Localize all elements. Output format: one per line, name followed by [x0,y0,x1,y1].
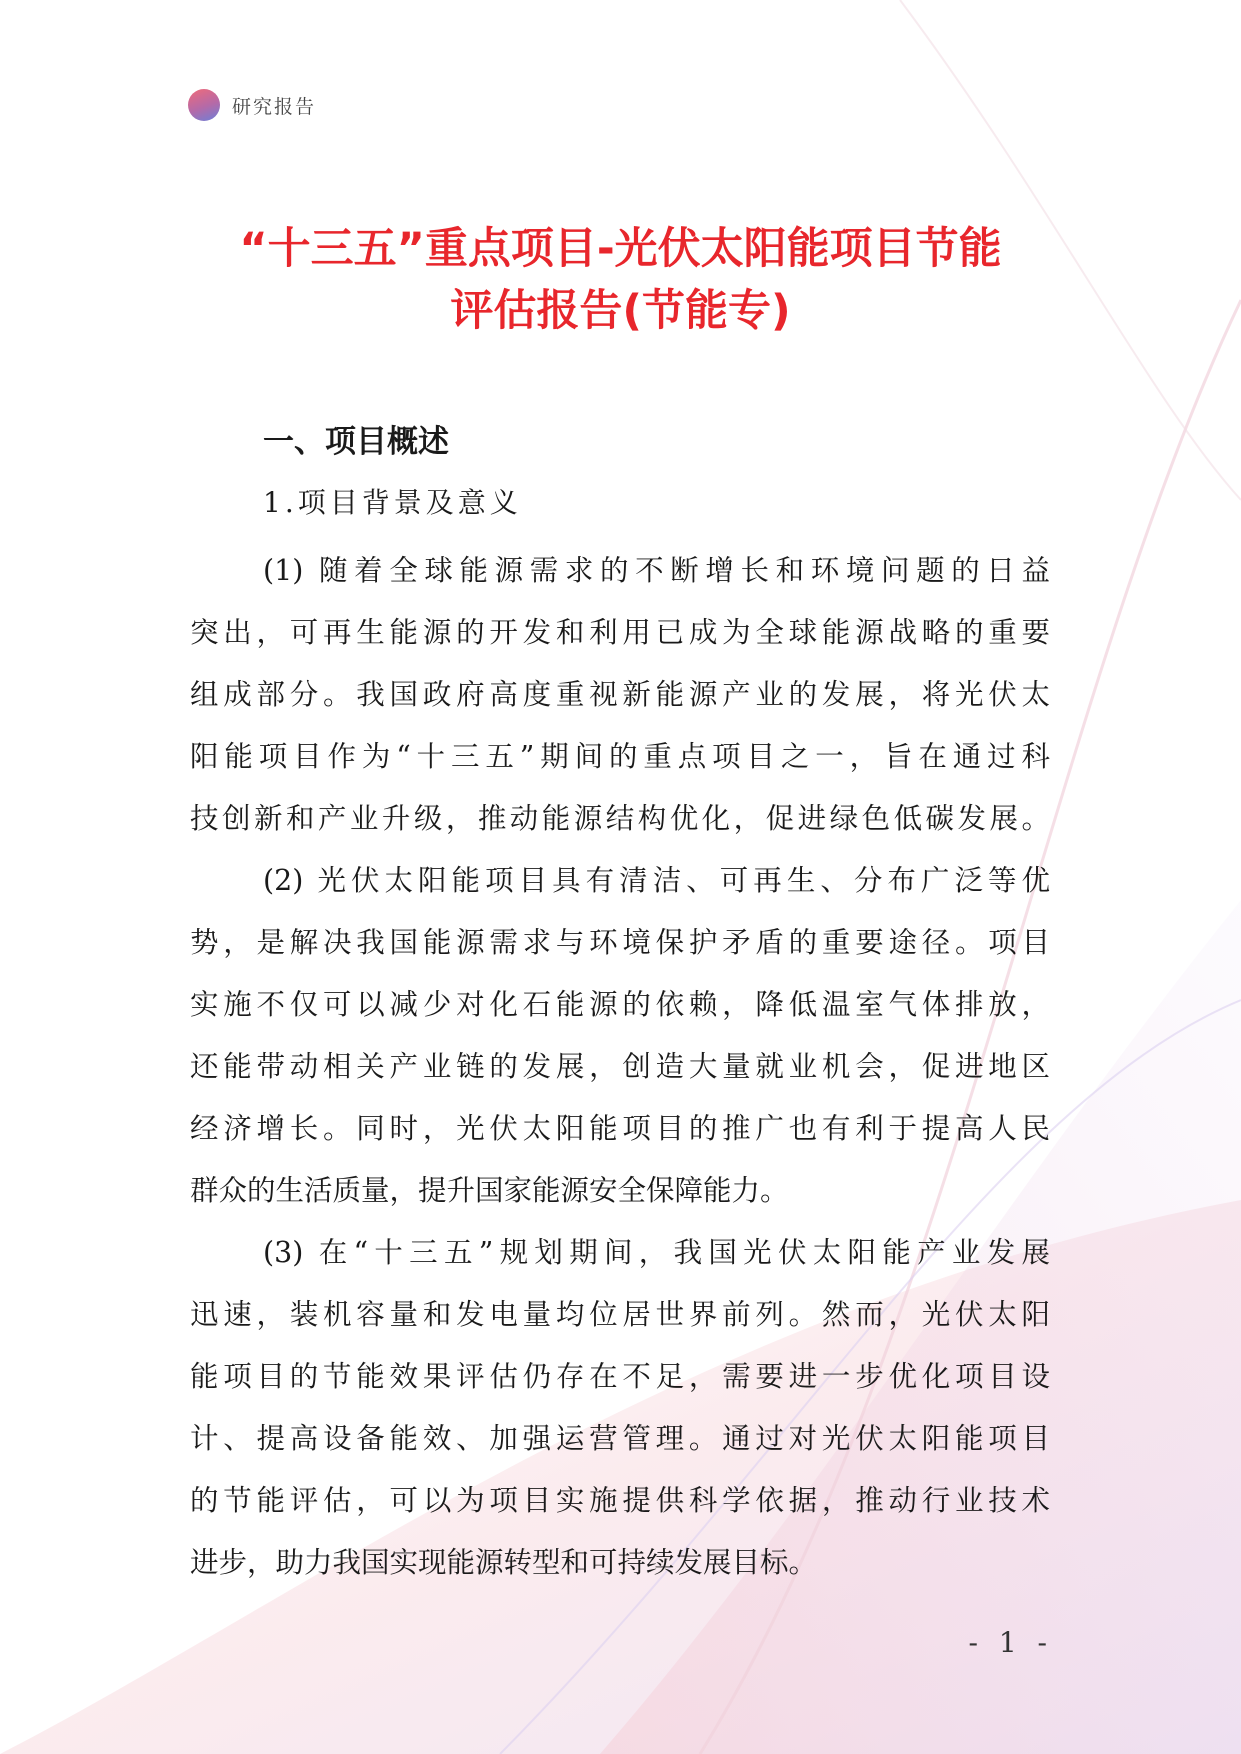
paragraph-2-line-2: 势，是解决我国能源需求与环境保护矛盾的重要途径。项目 [190,926,1050,959]
paragraph-2-line-5: 经济增长。同时，光伏太阳能项目的推广也有利于提高人民 [190,1112,1050,1145]
paragraph-2-line-6: 群众的生活质量，提升国家能源安全保障能力。 [190,1174,789,1207]
paragraph-3-line-5: 的节能评估，可以为项目实施提供科学依据，推动行业技术 [190,1484,1050,1517]
paragraph-3-line-4: 计、提高设备能效、加强运营管理。通过对光伏太阳能项目 [190,1422,1050,1455]
paragraph-2-line-3: 实施不仅可以减少对化石能源的依赖，降低温室气体排放， [190,988,1050,1021]
paragraph-3-line-6: 进步，助力我国实现能源转型和可持续发展目标。 [190,1546,818,1579]
body-text [190,540,1050,1594]
header-logo-dot [188,89,220,121]
subsection-heading: 1.项目背景及意义 [263,486,522,519]
title-line-1: “十三五”重点项目-光伏太阳能项目节能 [239,224,1002,274]
paragraph-2-line-1: (2) 光伏太阳能项目具有清洁、可再生、分布广泛等优 [263,864,1050,897]
paragraph-1-line-3: 组成部分。我国政府高度重视新能源产业的发展，将光伏太 [190,678,1050,711]
report-header [188,88,316,122]
title-line-2: 评估报告(节能专) [450,286,791,336]
paragraph-3-line-2: 迅速，装机容量和发电量均位居世界前列。然而，光伏太阳 [190,1298,1050,1331]
paragraph-1-line-4: 阳能项目作为“十三五”期间的重点项目之一，旨在通过科 [190,740,1050,773]
section-heading: 一、项目概述 [263,424,449,460]
document-title [150,218,1091,342]
paragraph-1-line-1: (1) 随着全球能源需求的不断增长和环境问题的日益 [263,554,1050,587]
paragraph-3-line-1: (3) 在“十三五”规划期间，我国光伏太阳能产业发展 [263,1236,1050,1269]
paragraph-2-line-4: 还能带动相关产业链的发展，创造大量就业机会，促进地区 [190,1050,1050,1083]
paragraph-1-line-5: 技创新和产业升级，推动能源结构优化，促进绿色低碳发展。 [190,802,1050,835]
page-number: - 1 - [968,1626,1053,1659]
header-label: 研究报告 [232,95,317,118]
paragraph-1-line-2: 突出，可再生能源的开发和利用已成为全球能源战略的重要 [190,616,1050,649]
paragraph-3-line-3: 能项目的节能效果评估仍存在不足，需要进一步优化项目设 [190,1360,1050,1393]
